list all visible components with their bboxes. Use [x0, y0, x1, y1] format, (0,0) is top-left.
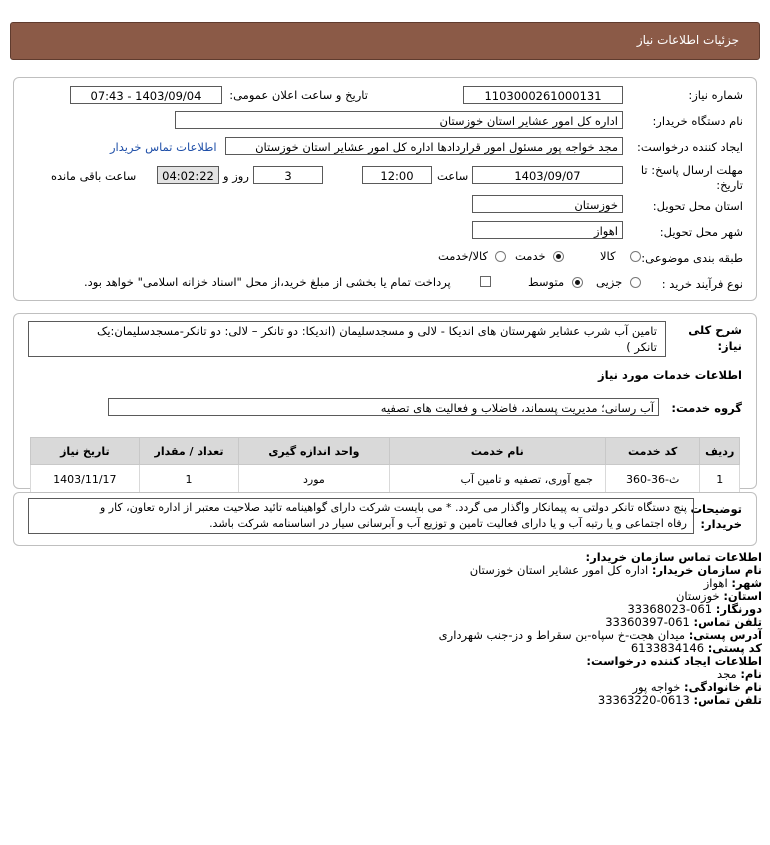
- treasury-payment-text: پرداخت تمام یا بخشی از مبلغ خرید،از محل "اسناد خزانه اسلامی" خواهد بود.: [84, 275, 451, 289]
- remaining-label: ساعت باقی مانده: [51, 169, 137, 183]
- creator-field: مجد خواجه پور مسئول امور قراردادها اداره کل امور عشایر استان خوزستان: [225, 137, 623, 155]
- days-label: روز و: [223, 169, 249, 183]
- category-radio-goods[interactable]: [630, 251, 641, 262]
- contact-province: استان: خوزستان: [675, 589, 762, 603]
- service-group-label: گروه خدمت:: [671, 401, 742, 415]
- days-field: 3: [253, 166, 323, 184]
- services-section-title: اطلاعات خدمات مورد نیاز: [598, 368, 742, 382]
- deadline-time-field: 12:00: [362, 166, 432, 184]
- category-radio-service[interactable]: [553, 251, 564, 262]
- col-quantity: تعداد / مقدار: [139, 438, 239, 465]
- col-service-code: کد خدمت: [605, 438, 699, 465]
- province-field: خوزستان: [472, 195, 623, 213]
- contact-phone: تلفن تماس: 061-33360397: [605, 615, 762, 629]
- cell-row: 1: [700, 465, 740, 494]
- announce-label: تاریخ و ساعت اعلان عمومی:: [229, 88, 368, 102]
- description-label-need: نیاز:: [717, 339, 742, 353]
- contact-title: اطلاعات تماس سازمان خریدار:: [585, 550, 762, 564]
- description-label: شرح کلی: [688, 323, 742, 337]
- creator-family: نام خانوادگی: خواجه پور: [632, 680, 762, 694]
- page-header: [10, 22, 760, 60]
- description-text-line2: تانکر ): [626, 340, 657, 354]
- description-box: [28, 321, 666, 357]
- creator-phone: تلفن تماس: 0613-33363220: [597, 693, 762, 707]
- category-label: طبقه بندی موضوعی:: [641, 251, 743, 265]
- buyer-notes-box: [28, 498, 694, 534]
- cell-quantity: 1: [139, 465, 239, 494]
- treasury-payment-checkbox[interactable]: [480, 276, 491, 287]
- creator-contact-title: اطلاعات ایجاد کننده درخواست:: [586, 654, 762, 668]
- buyer-notes-line2: رفاه اجتماعی و یا رتبه آب و یا دارای فعالیت تامین و توزیع آب و آبرسانی سیار در اساسنامه شرکت باشد.: [209, 517, 687, 530]
- buyer-notes-label: توضیحات: [690, 502, 742, 516]
- deadline-date-field: 1403/09/07: [472, 166, 623, 184]
- deadline-time-label: ساعت: [437, 169, 469, 183]
- contact-fax: دورنگار: 061-33368023: [627, 602, 762, 616]
- col-need-date: تاریخ نیاز: [31, 438, 140, 465]
- cell-unit: مورد: [239, 465, 389, 494]
- deadline-label: مهلت ارسال پاسخ: تا: [640, 163, 743, 177]
- process-option-minor: جزیی: [596, 275, 623, 289]
- buyer-notes-label-buyer: خریدار:: [700, 517, 742, 531]
- services-table: [30, 437, 740, 494]
- city-label: شهر محل تحویل:: [659, 225, 743, 239]
- contact-city: شهر: اهواز: [703, 576, 762, 590]
- contact-org: نام سازمان خریدار: اداره کل امور عشایر استان خوزستان: [469, 563, 762, 577]
- contact-info: [22, 551, 762, 707]
- col-service-name: نام خدمت: [389, 438, 605, 465]
- category-option-goods-service: کالا/خدمت: [438, 249, 489, 263]
- creator-label: ایجاد کننده درخواست:: [637, 140, 743, 154]
- buyer-contact-link[interactable]: اطلاعات تماس خریدار: [110, 140, 217, 154]
- category-radio-goods-service[interactable]: [495, 251, 506, 262]
- remaining-time-field: 04:02:22: [157, 166, 219, 184]
- cell-need-date: 1403/11/17: [31, 465, 140, 494]
- table-row: [31, 465, 740, 494]
- need-number-field: 1103000261000131: [463, 86, 623, 104]
- process-radio-medium[interactable]: [572, 277, 583, 288]
- category-option-goods: کالا: [600, 249, 616, 263]
- cell-service-code: ث-36-360: [605, 465, 699, 494]
- deadline-label-date: تاریخ:: [716, 178, 743, 192]
- cell-service-name: جمع آوری، تصفیه و تامین آب: [389, 465, 605, 494]
- city-field: اهواز: [472, 221, 623, 239]
- announce-datetime-field: 1403/09/04 - 07:43: [70, 86, 222, 104]
- process-option-medium: متوسط: [528, 275, 565, 289]
- service-group-field: آب رسانی؛ مدیریت پسماند، فاضلاب و فعالیت های تصفیه: [108, 398, 659, 416]
- process-label: نوع فرآیند خرید :: [661, 277, 743, 291]
- province-label: استان محل تحویل:: [652, 199, 743, 213]
- col-row: ردیف: [700, 438, 740, 465]
- description-text-line1: تامین آب شرب عشایر شهرستان های اندیکا - لالی و مسجدسلیمان (اندیکا: دو تانکر – لالی: دو تانکر-مسجدسلیمان:یک: [97, 324, 657, 338]
- process-radio-minor[interactable]: [630, 277, 641, 288]
- buyer-field: اداره کل امور عشایر استان خوزستان: [175, 111, 623, 129]
- contact-postal-code: کد پستی: 6133834146: [630, 641, 762, 655]
- buyer-notes-line1: پنج دستگاه تانکر دولتی به پیمانکار واگذار می گردد. * می بایست شرکت دارای گواهینامه تائید صلاحیت معتبر از اداره تعاون، کار و: [99, 501, 687, 514]
- category-option-service: خدمت: [515, 249, 546, 263]
- creator-name: نام: مجد: [717, 667, 762, 681]
- contact-address: آدرس پستی: میدان هجت-خ سپاه-بن سقراط و دز-جنب شهرداری: [438, 628, 762, 642]
- buyer-label: نام دستگاه خریدار:: [652, 114, 743, 128]
- table-header-row: [31, 438, 740, 465]
- page-title: جزئیات اطلاعات نیاز: [636, 33, 739, 47]
- need-number-label: شماره نیاز:: [688, 88, 743, 102]
- col-unit: واحد اندازه گیری: [239, 438, 389, 465]
